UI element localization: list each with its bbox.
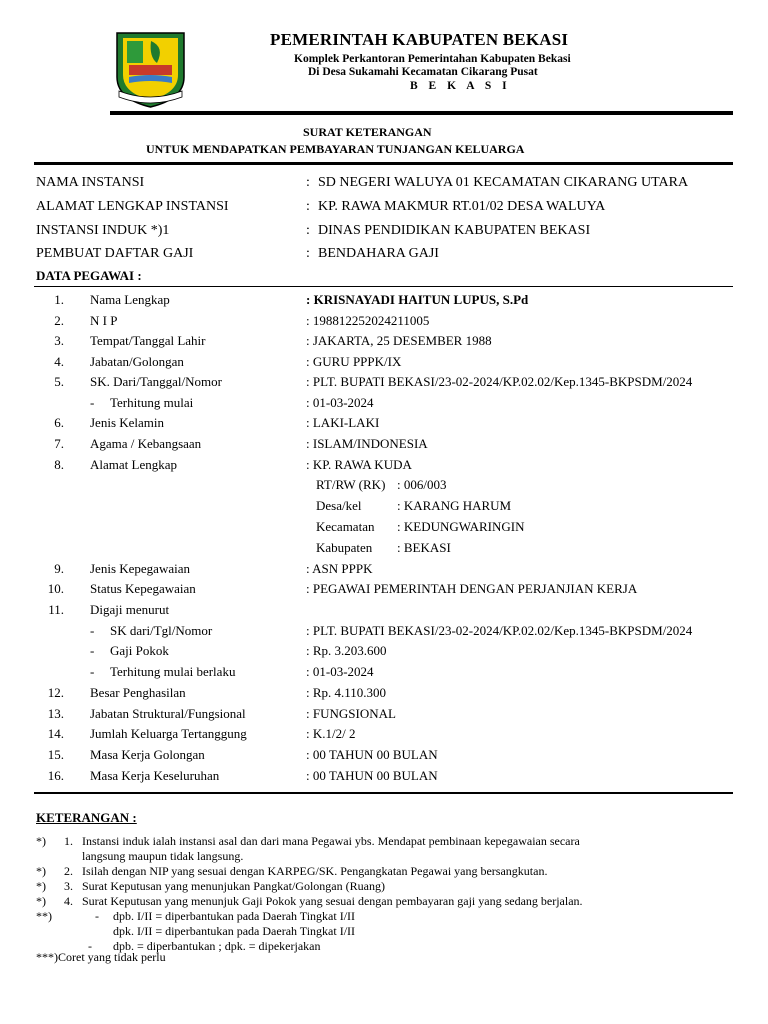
row-dash: - (90, 643, 95, 658)
instansi-sep: : (306, 199, 310, 214)
row-number: 12. (47, 685, 64, 700)
row-number: 8. (54, 457, 64, 472)
row-number: 16. (47, 768, 64, 783)
header-government-name: PEMERINTAH KABUPATEN BEKASI (270, 30, 569, 49)
field-value: : 00 TAHUN 00 BULAN (306, 768, 438, 783)
row-number: 13. (47, 706, 64, 721)
section-divider (34, 286, 733, 287)
row-number: 4. (54, 354, 64, 369)
instansi-value: SD NEGERI WALUYA 01 KECAMATAN CIKARANG UTARA (318, 175, 689, 190)
note-text: Instansi induk ialah instansi asal dan dari mana Pegawai ybs. Mendapat pembinaan kepegawaian secara (82, 834, 580, 848)
note-text: dpb. I/II = diperbantukan pada Daerah Tingkat I/II (113, 909, 356, 923)
row-number: 2. (54, 313, 64, 328)
instansi-value: KP. RAWA MAKMUR RT.01/02 DESA WALUYA (318, 199, 606, 214)
note-number: - (95, 909, 99, 923)
note-marker: *) (36, 879, 46, 893)
field-label: Jumlah Keluarga Tertanggung (90, 726, 247, 741)
instansi-label: NAMA INSTANSI (36, 175, 145, 190)
field-value: : K.1/2/ 2 (306, 726, 356, 741)
address-value: : 006/003 (397, 477, 447, 492)
row-number: 7. (54, 436, 64, 451)
row-number: 10. (47, 581, 64, 596)
row-number: 15. (47, 747, 64, 762)
field-value: : Rp. 4.110.300 (306, 685, 387, 700)
instansi-value: DINAS PENDIDIKAN KABUPATEN BEKASI (318, 223, 591, 238)
field-label: Digaji menurut (90, 602, 170, 617)
note-marker: *) (36, 864, 46, 878)
note-text: Surat Keputusan yang menunjukan Pangkat/Golongan (Ruang) (82, 879, 385, 893)
row-number: 1. (54, 292, 64, 307)
row-dash: - (90, 664, 95, 679)
document-title: SURAT KETERANGAN (303, 125, 432, 139)
note-marker: **) (36, 909, 52, 923)
field-label: Besar Penghasilan (90, 685, 186, 700)
field-value: : GURU PPPK/IX (306, 354, 402, 369)
row-number: 14. (47, 726, 64, 741)
instansi-label: INSTANSI INDUK *)1 (36, 223, 170, 238)
field-label: Agama / Kebangsaan (90, 436, 202, 451)
instansi-row (36, 175, 144, 191)
note-text: dpk. I/II = diperbantukan pada Daerah Tingkat I/II (113, 924, 356, 938)
address-value: : KEDUNGWARINGIN (397, 519, 525, 534)
note-marker: *) (36, 894, 46, 908)
note-number: 3. (64, 879, 73, 893)
field-value: : 198812252024211005 (306, 313, 430, 328)
address-label: Kecamatan (316, 519, 375, 534)
field-value: : 01-03-2024 (306, 395, 374, 410)
row-number: 11. (48, 602, 64, 617)
note-text: dpb. = diperbantukan ; dpk. = dipekerjakan (113, 939, 321, 953)
field-label: Tempat/Tanggal Lahir (90, 333, 206, 348)
field-value: : PLT. BUPATI BEKASI/23-02-2024/KP.02.02/Kep.1345-BKPSDM/2024 (306, 374, 693, 389)
field-label: Masa Kerja Keseluruhan (90, 768, 220, 783)
note-text: Surat Keputusan yang menunjuk Gaji Pokok yang sesuai dengan pembayaran gaji yang sedang berjalan. (82, 894, 583, 908)
field-value: : PEGAWAI PEMERINTAH DENGAN PERJANJIAN KERJA (306, 581, 638, 596)
instansi-sep: : (306, 246, 310, 261)
note-text: langsung maupun tidak langsung. (82, 849, 244, 863)
field-value: : KRISNAYADI HAITUN LUPUS, S.Pd (306, 292, 529, 307)
note-marker: *) (36, 834, 46, 848)
field-value: : KP. RAWA KUDA (306, 457, 412, 472)
note-number: 1. (64, 834, 73, 848)
title-divider (34, 162, 733, 165)
field-value: : ASN PPPK (306, 561, 373, 576)
field-label: Terhitung mulai (110, 395, 194, 410)
field-label: N I P (90, 313, 118, 328)
keterangan-footer: ***)Coret yang tidak perlu (36, 950, 166, 964)
header-city: B E K A S I (410, 80, 511, 92)
field-value: : 01-03-2024 (306, 664, 374, 679)
address-label: RT/RW (RK) (316, 477, 386, 492)
instansi-label: ALAMAT LENGKAP INSTANSI (36, 199, 229, 214)
header-divider (110, 111, 733, 115)
instansi-sep: : (306, 223, 310, 238)
field-label: Jenis Kepegawaian (90, 561, 190, 576)
keterangan-divider (34, 792, 733, 794)
row-number: 3. (54, 333, 64, 348)
field-value: : FUNGSIONAL (306, 706, 396, 721)
field-label: Nama Lengkap (90, 292, 170, 307)
field-label: Jabatan/Golongan (90, 354, 184, 369)
address-value: : KARANG HARUM (397, 498, 512, 513)
row-dash: - (90, 623, 95, 638)
instansi-value: BENDAHARA GAJI (318, 246, 439, 261)
field-value: : 00 TAHUN 00 BULAN (306, 747, 438, 762)
row-number: 6. (54, 415, 64, 430)
data-pegawai-heading: DATA PEGAWAI : (36, 268, 142, 283)
field-label: Jenis Kelamin (90, 415, 165, 430)
field-label: Alamat Lengkap (90, 457, 177, 472)
note-number: 4. (64, 894, 73, 908)
field-value: : JAKARTA, 25 DESEMBER 1988 (306, 333, 492, 348)
field-value: : ISLAM/INDONESIA (306, 436, 428, 451)
instansi-sep: : (306, 175, 310, 190)
header-address: Di Desa Sukamahi Kecamatan Cikarang Pusat (308, 66, 538, 78)
address-value: : BEKASI (397, 540, 451, 555)
note-number: 2. (64, 864, 73, 878)
address-label: Desa/kel (316, 498, 362, 513)
note-text: Isilah dengan NIP yang sesuai dengan KARPEG/SK. Pengangkatan Pegawai yang bersangkutan. (82, 864, 548, 878)
field-value: : Rp. 3.203.600 (306, 643, 387, 658)
field-label: SK. Dari/Tanggal/Nomor (90, 374, 222, 389)
row-number: 5. (54, 374, 64, 389)
field-label: Status Kepegawaian (90, 581, 196, 596)
row-number: 9. (54, 561, 64, 576)
note-number: - (88, 939, 92, 953)
field-value: : PLT. BUPATI BEKASI/23-02-2024/KP.02.02/Kep.1345-BKPSDM/2024 (306, 623, 693, 638)
row-dash: - (90, 395, 95, 410)
field-label: Terhitung mulai berlaku (110, 664, 236, 679)
kabupaten-bekasi-emblem-logo (113, 29, 188, 109)
field-label: Masa Kerja Golongan (90, 747, 205, 762)
header-office-complex: Komplek Perkantoran Pemerintahan Kabupaten Bekasi (294, 53, 571, 65)
document-subtitle: UNTUK MENDAPATKAN PEMBAYARAN TUNJANGAN KELUARGA (146, 142, 525, 156)
field-label: Gaji Pokok (110, 643, 169, 658)
keterangan-heading: KETERANGAN : (36, 810, 137, 825)
address-label: Kabupaten (316, 540, 373, 555)
field-label: SK dari/Tgl/Nomor (110, 623, 213, 638)
instansi-label: PEMBUAT DAFTAR GAJI (36, 246, 194, 261)
field-label: Jabatan Struktural/Fungsional (90, 706, 246, 721)
field-value: : LAKI-LAKI (306, 415, 380, 430)
